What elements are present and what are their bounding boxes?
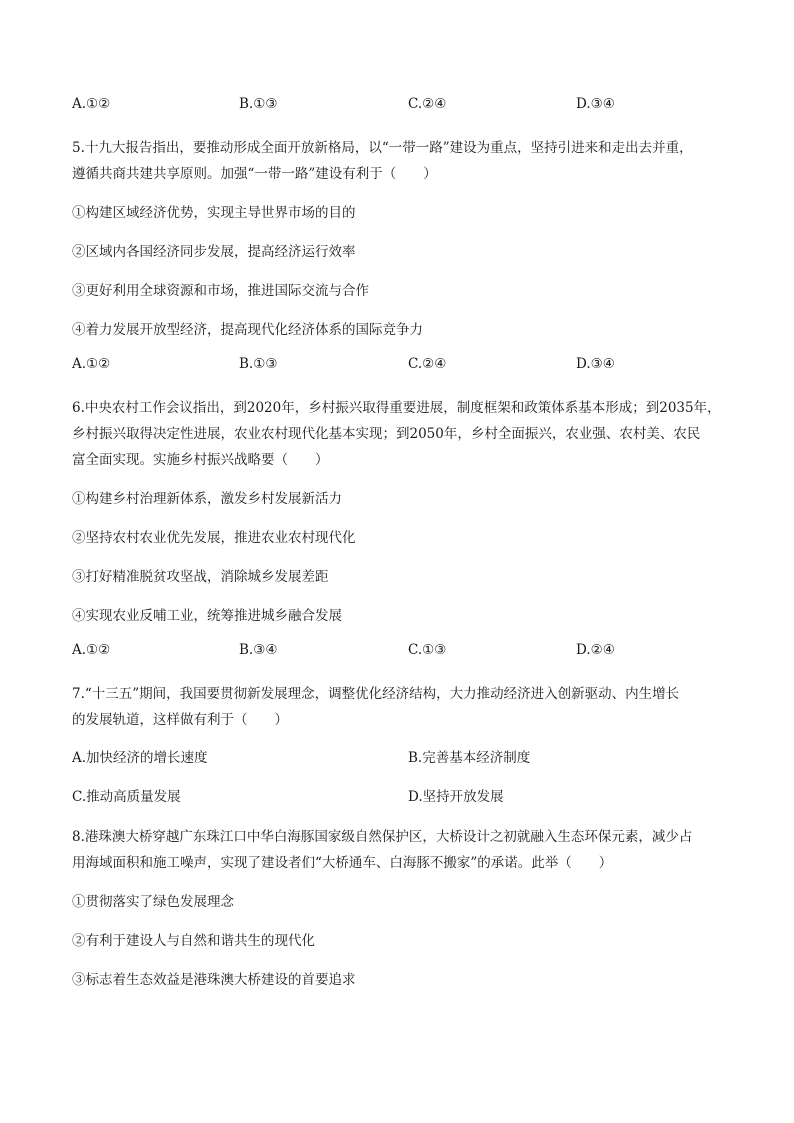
q7-option-c: C.推动高质量发展: [72, 789, 181, 805]
q6-options: [72, 642, 732, 668]
question-7: [72, 681, 732, 811]
q6-option-a: A.①②: [72, 642, 111, 658]
q8-item-3: ③标志着生态效益是港珠澳大桥建设的首要追求: [72, 972, 356, 988]
q5-option-c: C.②④: [408, 356, 447, 372]
q4-option-b: B.①③: [239, 96, 278, 112]
question-5: [72, 135, 732, 382]
q7-stem-line: 7.“十三五”期间，我国要贯彻新发展理念，调整优化经济结构，大力推动经济进入创新驱动、内生增长: [72, 686, 680, 702]
q7-option-d: D.坚持开放发展: [408, 789, 504, 805]
q7-stem-line: 的发展轨道，这样做有利于（ ）: [72, 712, 288, 728]
q6-option-b: B.③④: [239, 642, 278, 658]
q5-option-d: D.③④: [576, 356, 615, 372]
q5-option-b: B.①③: [239, 356, 278, 372]
q7-options-row-2: [72, 785, 732, 811]
q6-item-2: ②坚持农村农业优先发展，推进农业农村现代化: [72, 530, 356, 546]
question-6: [72, 395, 732, 668]
document-page: [72, 96, 732, 993]
q7-options-row-1: [72, 746, 732, 772]
q6-item-4: ④实现农业反哺工业，统筹推进城乡融合发展: [72, 608, 342, 624]
q4-option-c: C.②④: [408, 96, 447, 112]
q6-item-3: ③打好精准脱贫攻坚战，消除城乡发展差距: [72, 569, 329, 585]
q6-option-d: D.②④: [576, 642, 615, 658]
q4-option-a: A.①②: [72, 96, 111, 112]
q8-stem-line: 用海域面积和施工噪声，实现了建设者们“大桥通车、白海豚不搬家”的承诺。此举（ ）: [72, 855, 613, 871]
q4-option-d: D.③④: [576, 96, 615, 112]
q6-stem-line: 乡村振兴取得决定性进展，农业农村现代化基本实现；到2050年，乡村全面振兴，农业强、农村美、农民: [72, 426, 701, 442]
q5-item-4: ④着力发展开放型经济，提高现代化经济体系的国际竞争力: [72, 322, 423, 338]
q5-stem-line: 5.十九大报告指出，要推动形成全面开放新格局，以“一带一路”建设为重点，坚持引进来和走出去并重，: [72, 140, 693, 156]
q6-stem-line: 富全面实现。实施乡村振兴战略要（ ）: [72, 452, 329, 468]
q5-option-a: A.①②: [72, 356, 111, 372]
q6-option-c: C.①③: [408, 642, 447, 658]
q5-options: [72, 356, 732, 382]
q8-stem-line: 8.港珠澳大桥穿越广东珠江口中华白海豚国家级自然保护区，大桥设计之初就融入生态环保元素，减少占: [72, 829, 693, 845]
q7-option-b: B.完善基本经济制度: [408, 750, 531, 766]
q8-item-1: ①贯彻落实了绿色发展理念: [72, 894, 234, 910]
q5-item-3: ③更好利用全球资源和市场，推进国际交流与合作: [72, 283, 369, 299]
q6-item-1: ①构建乡村治理新体系，激发乡村发展新活力: [72, 491, 342, 507]
q7-option-a: A.加快经济的增长速度: [72, 750, 208, 766]
q5-stem-line: 遵循共商共建共享原则。加强“一带一路”建设有利于（ ）: [72, 166, 437, 182]
q5-item-1: ①构建区域经济优势，实现主导世界市场的目的: [72, 205, 356, 221]
q6-stem-line: 6.中央农村工作会议指出，到2020年，乡村振兴取得重要进展，制度框架和政策体系基本形成；到2035年，: [72, 400, 721, 416]
q8-item-2: ②有利于建设人与自然和谐共生的现代化: [72, 933, 315, 949]
question-8: [72, 824, 732, 993]
q4-options: [72, 96, 732, 122]
q5-item-2: ②区域内各国经济同步发展，提高经济运行效率: [72, 244, 356, 260]
